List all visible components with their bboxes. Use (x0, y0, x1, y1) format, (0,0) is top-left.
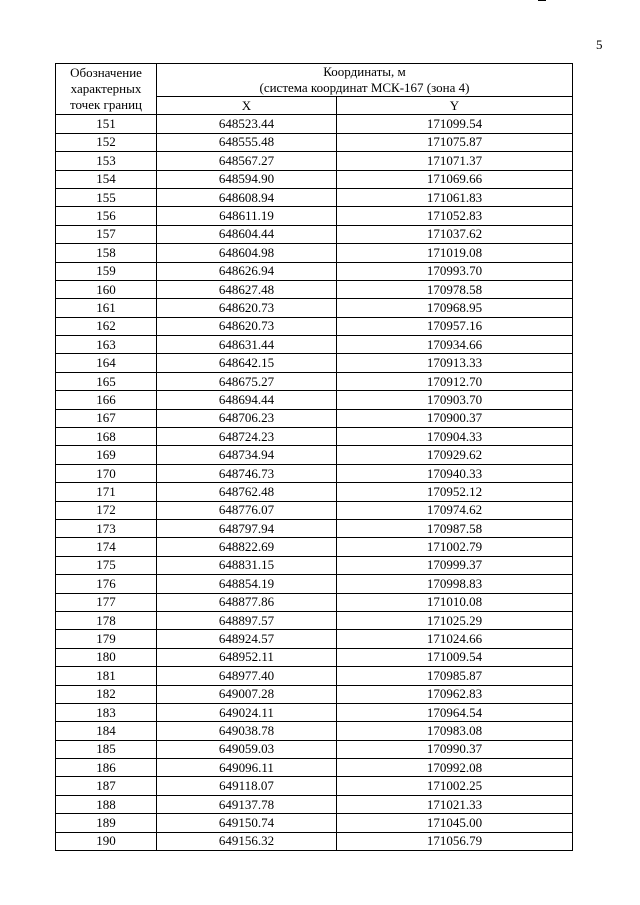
table-header-row (56, 64, 573, 97)
x-coordinate-cell: 648776.07 (157, 501, 337, 519)
table-row (56, 299, 573, 317)
y-coordinate-cell: 170987.58 (337, 519, 573, 537)
point-number-cell: 165 (56, 372, 157, 390)
y-coordinate-cell: 170998.83 (337, 575, 573, 593)
x-coordinate-cell: 649156.32 (157, 832, 337, 850)
point-number-cell: 167 (56, 409, 157, 427)
y-coordinate-cell: 171024.66 (337, 630, 573, 648)
x-coordinate-cell: 648567.27 (157, 152, 337, 170)
table-row (56, 152, 573, 170)
y-coordinate-cell: 171009.54 (337, 648, 573, 666)
page-number: 5 (596, 37, 603, 52)
point-number-cell: 155 (56, 188, 157, 206)
point-number-cell: 160 (56, 280, 157, 298)
point-number-cell: 178 (56, 611, 157, 629)
y-coordinate-cell: 171002.25 (337, 777, 573, 795)
y-coordinate-cell: 171069.66 (337, 170, 573, 188)
x-coordinate-cell: 649118.07 (157, 777, 337, 795)
y-coordinate-cell: 170992.08 (337, 759, 573, 777)
x-coordinate-cell: 648611.19 (157, 207, 337, 225)
table-row (56, 795, 573, 813)
point-number-cell: 181 (56, 667, 157, 685)
x-coordinate-cell: 648977.40 (157, 667, 337, 685)
table-row (56, 777, 573, 795)
point-number-cell: 159 (56, 262, 157, 280)
y-coordinate-cell: 171045.00 (337, 814, 573, 832)
x-coordinate-cell: 649150.74 (157, 814, 337, 832)
y-coordinate-cell: 170952.12 (337, 483, 573, 501)
table-row (56, 115, 573, 133)
point-number-cell: 185 (56, 740, 157, 758)
point-number-cell: 183 (56, 703, 157, 721)
y-coordinate-cell: 171071.37 (337, 152, 573, 170)
coordinates-header (157, 64, 573, 97)
x-coordinate-cell: 648608.94 (157, 188, 337, 206)
table-row (56, 703, 573, 721)
point-number-cell: 164 (56, 354, 157, 372)
x-coordinate-cell: 648724.23 (157, 428, 337, 446)
table-row (56, 648, 573, 666)
y-column-header: Y (337, 97, 573, 115)
x-coordinate-cell: 649096.11 (157, 759, 337, 777)
x-column-header: X (157, 97, 337, 115)
x-coordinate-cell: 648831.15 (157, 556, 337, 574)
table-row (56, 336, 573, 354)
y-coordinate-cell: 171021.33 (337, 795, 573, 813)
x-coordinate-cell: 648706.23 (157, 409, 337, 427)
x-coordinate-cell: 648854.19 (157, 575, 337, 593)
y-coordinate-cell: 170968.95 (337, 299, 573, 317)
x-coordinate-cell: 648626.94 (157, 262, 337, 280)
table-row (56, 814, 573, 832)
x-coordinate-cell: 648897.57 (157, 611, 337, 629)
table-row (56, 244, 573, 262)
x-coordinate-cell: 649024.11 (157, 703, 337, 721)
y-coordinate-cell: 170903.70 (337, 391, 573, 409)
x-coordinate-cell: 649007.28 (157, 685, 337, 703)
table-row (56, 501, 573, 519)
table-row (56, 519, 573, 537)
table-row (56, 280, 573, 298)
y-coordinate-cell: 171056.79 (337, 832, 573, 850)
x-coordinate-cell: 648762.48 (157, 483, 337, 501)
table-row (56, 538, 573, 556)
table-row (56, 409, 573, 427)
table-row (56, 667, 573, 685)
y-coordinate-cell: 171075.87 (337, 133, 573, 151)
y-coordinate-cell: 170983.08 (337, 722, 573, 740)
point-number-cell: 189 (56, 814, 157, 832)
y-coordinate-cell: 170934.66 (337, 336, 573, 354)
point-number-cell: 158 (56, 244, 157, 262)
y-coordinate-cell: 171052.83 (337, 207, 573, 225)
table-row (56, 611, 573, 629)
table-row (56, 685, 573, 703)
y-coordinate-cell: 170978.58 (337, 280, 573, 298)
point-number-cell: 184 (56, 722, 157, 740)
point-number-cell: 152 (56, 133, 157, 151)
x-coordinate-cell: 648924.57 (157, 630, 337, 648)
point-number-cell: 179 (56, 630, 157, 648)
table-row (56, 188, 573, 206)
table-row (56, 464, 573, 482)
y-coordinate-cell: 171099.54 (337, 115, 573, 133)
point-number-cell: 173 (56, 519, 157, 537)
point-number-cell: 170 (56, 464, 157, 482)
y-coordinate-cell: 170940.33 (337, 464, 573, 482)
boundary-points-header (56, 64, 157, 115)
point-number-cell: 153 (56, 152, 157, 170)
y-coordinate-cell: 171025.29 (337, 611, 573, 629)
x-coordinate-cell: 648642.15 (157, 354, 337, 372)
x-coordinate-cell: 648694.44 (157, 391, 337, 409)
y-coordinate-cell: 171010.08 (337, 593, 573, 611)
point-number-cell: 151 (56, 115, 157, 133)
y-coordinate-cell: 170985.87 (337, 667, 573, 685)
point-number-cell: 172 (56, 501, 157, 519)
table-row (56, 832, 573, 850)
table-row (56, 630, 573, 648)
table-row (56, 759, 573, 777)
table-row (56, 133, 573, 151)
table-row (56, 483, 573, 501)
point-number-cell: 186 (56, 759, 157, 777)
point-number-cell: 188 (56, 795, 157, 813)
coordinates-table-body (56, 115, 573, 851)
header-label-line: характерных (70, 81, 142, 97)
header-label-line: Обозначение (70, 65, 142, 81)
table-row (56, 428, 573, 446)
header-label-line: точек границ (69, 97, 143, 113)
point-number-cell: 171 (56, 483, 157, 501)
y-coordinate-cell: 170993.70 (337, 262, 573, 280)
point-number-cell: 169 (56, 446, 157, 464)
point-number-cell: 162 (56, 317, 157, 335)
x-coordinate-cell: 648952.11 (157, 648, 337, 666)
point-number-cell: 166 (56, 391, 157, 409)
x-coordinate-cell: 648877.86 (157, 593, 337, 611)
y-coordinate-cell: 170999.37 (337, 556, 573, 574)
point-number-cell: 157 (56, 225, 157, 243)
x-coordinate-cell: 648797.94 (157, 519, 337, 537)
table-row (56, 225, 573, 243)
table-row (56, 372, 573, 390)
x-coordinate-cell: 648604.98 (157, 244, 337, 262)
y-coordinate-cell: 170912.70 (337, 372, 573, 390)
coordinates-table (55, 63, 573, 851)
x-coordinate-cell: 649038.78 (157, 722, 337, 740)
y-coordinate-cell: 170964.54 (337, 703, 573, 721)
x-coordinate-cell: 649137.78 (157, 795, 337, 813)
x-coordinate-cell: 648604.44 (157, 225, 337, 243)
table-row (56, 593, 573, 611)
x-coordinate-cell: 648734.94 (157, 446, 337, 464)
point-number-cell: 180 (56, 648, 157, 666)
coordinates-title: Координаты, м (323, 64, 406, 79)
point-number-cell: 177 (56, 593, 157, 611)
table-row (56, 262, 573, 280)
table-row (56, 740, 573, 758)
x-coordinate-cell: 648627.48 (157, 280, 337, 298)
table-row (56, 207, 573, 225)
y-coordinate-cell: 171037.62 (337, 225, 573, 243)
table-row (56, 556, 573, 574)
point-number-cell: 190 (56, 832, 157, 850)
y-coordinate-cell: 170974.62 (337, 501, 573, 519)
x-coordinate-cell: 648675.27 (157, 372, 337, 390)
y-coordinate-cell: 170962.83 (337, 685, 573, 703)
x-coordinate-cell: 648822.69 (157, 538, 337, 556)
y-coordinate-cell: 170913.33 (337, 354, 573, 372)
x-coordinate-cell: 648594.90 (157, 170, 337, 188)
x-coordinate-cell: 648620.73 (157, 299, 337, 317)
point-number-cell: 175 (56, 556, 157, 574)
table-row (56, 170, 573, 188)
point-number-cell: 176 (56, 575, 157, 593)
table-row (56, 317, 573, 335)
y-coordinate-cell: 171061.83 (337, 188, 573, 206)
y-coordinate-cell: 170929.62 (337, 446, 573, 464)
point-number-cell: 154 (56, 170, 157, 188)
table-row (56, 446, 573, 464)
table-row (56, 575, 573, 593)
x-coordinate-cell: 648746.73 (157, 464, 337, 482)
table-row (56, 722, 573, 740)
y-coordinate-cell: 170904.33 (337, 428, 573, 446)
x-coordinate-cell: 649059.03 (157, 740, 337, 758)
x-coordinate-cell: 648631.44 (157, 336, 337, 354)
table-row (56, 354, 573, 372)
point-number-cell: 163 (56, 336, 157, 354)
point-number-cell: 187 (56, 777, 157, 795)
table-row (56, 391, 573, 409)
point-number-cell: 174 (56, 538, 157, 556)
x-coordinate-cell: 648523.44 (157, 115, 337, 133)
point-number-cell: 156 (56, 207, 157, 225)
y-coordinate-cell: 170900.37 (337, 409, 573, 427)
point-number-cell: 161 (56, 299, 157, 317)
x-coordinate-cell: 648620.73 (157, 317, 337, 335)
y-coordinate-cell: 171019.08 (337, 244, 573, 262)
page-corner-mark (538, 0, 546, 1)
point-number-cell: 168 (56, 428, 157, 446)
point-number-cell: 182 (56, 685, 157, 703)
x-coordinate-cell: 648555.48 (157, 133, 337, 151)
y-coordinate-cell: 171002.79 (337, 538, 573, 556)
coordinate-system-note: (система координат МСК-167 (зона 4) (259, 80, 470, 95)
y-coordinate-cell: 170957.16 (337, 317, 573, 335)
y-coordinate-cell: 170990.37 (337, 740, 573, 758)
